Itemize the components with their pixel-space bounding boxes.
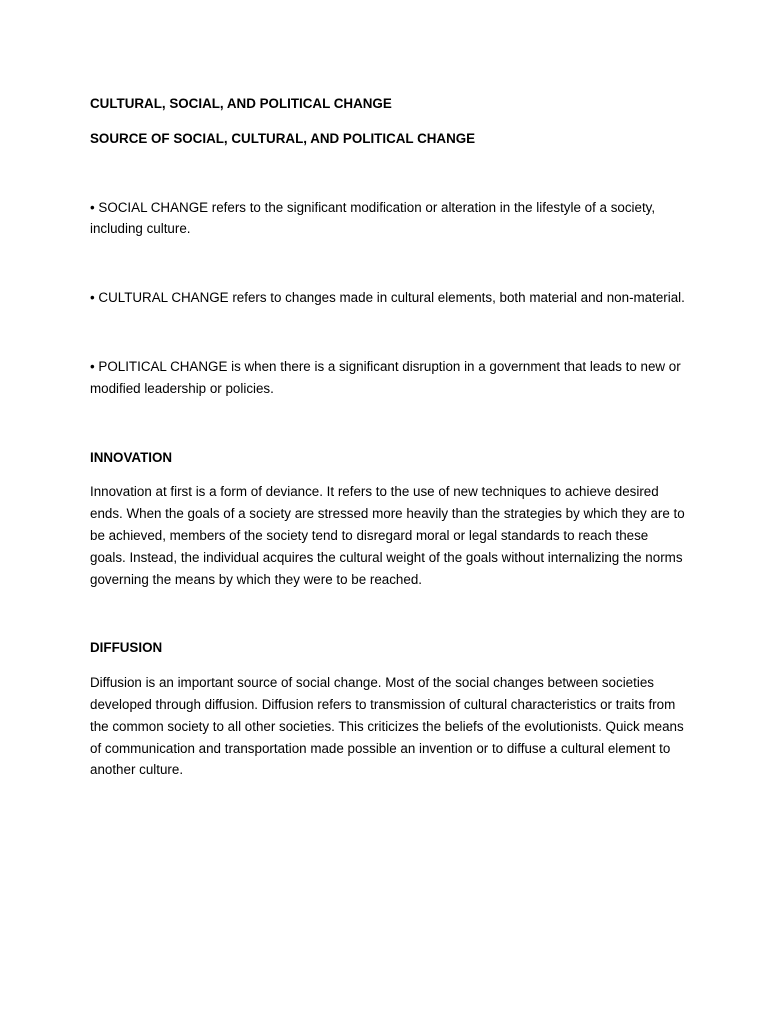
diffusion-heading: DIFFUSION <box>90 640 163 656</box>
innovation-paragraph: Innovation at first is a form of deviance. It refers to the use of new techniques to achieve desired ends. When the goals of a society are stressed more heavily than the strategies by which they are to be achieved, members of the society tend to disregard moral or legal standards to reach these goals. Instead, the individual acquires the cultural weight of the goals without internalizing the norms governing the means by which they were to be reached. <box>90 484 685 587</box>
document-body <box>90 93 686 781</box>
bullet-social-change: • SOCIAL CHANGE refers to the significant modification or alteration in the lifestyle of a society, including culture. <box>90 199 656 237</box>
bullet-cultural-change: • CULTURAL CHANGE refers to changes made in cultural elements, both material and non-material. <box>90 290 685 306</box>
bullet-political-change: • POLITICAL CHANGE is when there is a significant disruption in a government that leads to new or modified leadership or policies. <box>90 358 681 396</box>
document-subtitle: SOURCE OF SOCIAL, CULTURAL, AND POLITICAL CHANGE <box>90 130 476 146</box>
document-title: CULTURAL, SOCIAL, AND POLITICAL CHANGE <box>90 96 392 111</box>
diffusion-paragraph: Diffusion is an important source of social change. Most of the social changes between societies developed through diffusion. Diffusion refers to transmission of cultural characteristics or traits from the common society to all other societies. This criticizes the beliefs of the evolutionists. Quick means of communication and transportation made possible an invention or to diffuse a cultural element to another culture. <box>90 675 684 778</box>
innovation-heading: INNOVATION <box>90 449 173 465</box>
